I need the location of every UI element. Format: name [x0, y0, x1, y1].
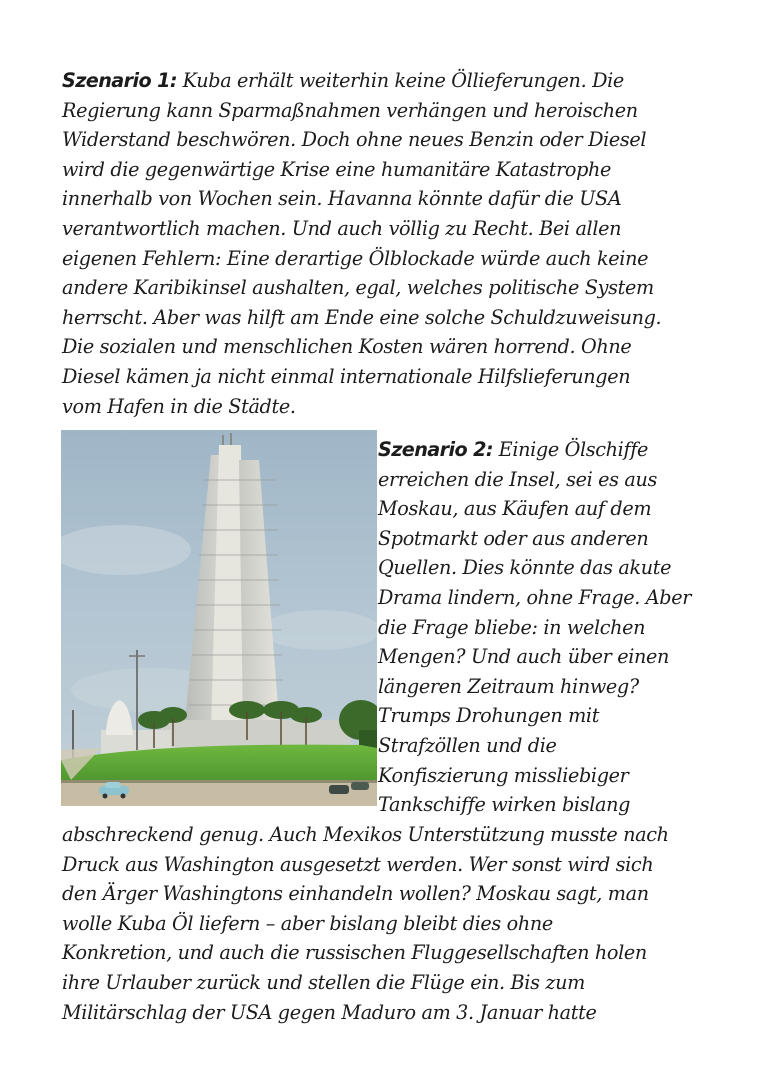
text-line: den Ärger Washingtons einhandeln wollen? Moskau sagt, man	[62, 882, 649, 906]
text-line: verantwortlich machen. Und auch völlig zu Recht. Bei allen	[62, 216, 622, 240]
scenario-2-label: Szenario 2:	[378, 438, 493, 461]
text-line: Drama lindern, ohne Frage. Aber	[378, 585, 692, 609]
text-line: vom Hafen in die Städte.	[62, 394, 296, 418]
scenario-2-paragraph-wrapped	[378, 435, 691, 820]
jose-marti-memorial-photo	[61, 430, 377, 806]
text-line: wird die gegenwärtige Krise eine humanitäre Katastrophe	[62, 157, 612, 181]
text-line: Mengen? Und auch über einen	[378, 645, 670, 669]
text-line: Spotmarkt oder aus anderen	[378, 526, 649, 550]
scenario-2-paragraph-continued	[62, 820, 669, 1027]
text-line: eigenen Fehlern: Eine derartige Ölblockade würde auch keine	[62, 246, 649, 270]
text-line: Regierung kann Sparmaßnahmen verhängen und heroischen	[62, 98, 638, 122]
text-line: Tankschiffe wirken bislang	[378, 793, 631, 817]
text-line: Widerstand beschwören. Doch ohne neues Benzin oder Diesel	[62, 128, 647, 152]
text-line: Konfiszierung missliebiger	[378, 763, 629, 787]
scenario-1-paragraph	[62, 66, 661, 421]
text-line: Szenario 1: Kuba erhält weiterhin keine Öllieferungen. Die	[62, 69, 624, 92]
text-line: längeren Zeitraum hinweg?	[378, 674, 639, 698]
text-line: Militärschlag der USA gegen Maduro am 3. Januar hatte	[62, 1000, 597, 1024]
text-line: innerhalb von Wochen sein. Havanna könnte dafür die USA	[62, 187, 622, 211]
text-line: Konkretion, und auch die russischen Fluggesellschaften holen	[62, 941, 647, 965]
text-line: Szenario 2: Einige Ölschiffe	[378, 438, 648, 461]
text-line: Druck aus Washington ausgesetzt werden. Wer sonst wird sich	[62, 852, 654, 876]
text-line: andere Karibikinsel aushalten, egal, welches politische System	[62, 276, 654, 300]
text-line: herrscht. Aber was hilft am Ende eine solche Schuldzuweisung.	[62, 305, 662, 329]
scenario-1-label: Szenario 1:	[62, 69, 177, 92]
text-line: wolle Kuba Öl liefern – aber bislang bleibt dies ohne	[62, 911, 553, 935]
text-line: Diesel kämen ja nicht einmal internationale Hilfslieferungen	[62, 364, 631, 388]
text-line: ihre Urlauber zurück und stellen die Flüge ein. Bis zum	[62, 970, 585, 994]
text-line: Quellen. Dies könnte das akute	[378, 556, 672, 580]
text-line: Strafzöllen und die	[378, 733, 557, 757]
text-line: abschreckend genug. Auch Mexikos Unterstützung musste nach	[62, 823, 669, 846]
text-line: erreichen die Insel, sei es aus	[378, 467, 657, 491]
text-line: Trumps Drohungen mit	[378, 704, 600, 728]
text-line: die Frage bliebe: in welchen	[378, 615, 646, 639]
text-line: Die sozialen und menschlichen Kosten wären horrend. Ohne	[62, 335, 632, 359]
text-line: Moskau, aus Käufen auf dem	[378, 497, 652, 521]
